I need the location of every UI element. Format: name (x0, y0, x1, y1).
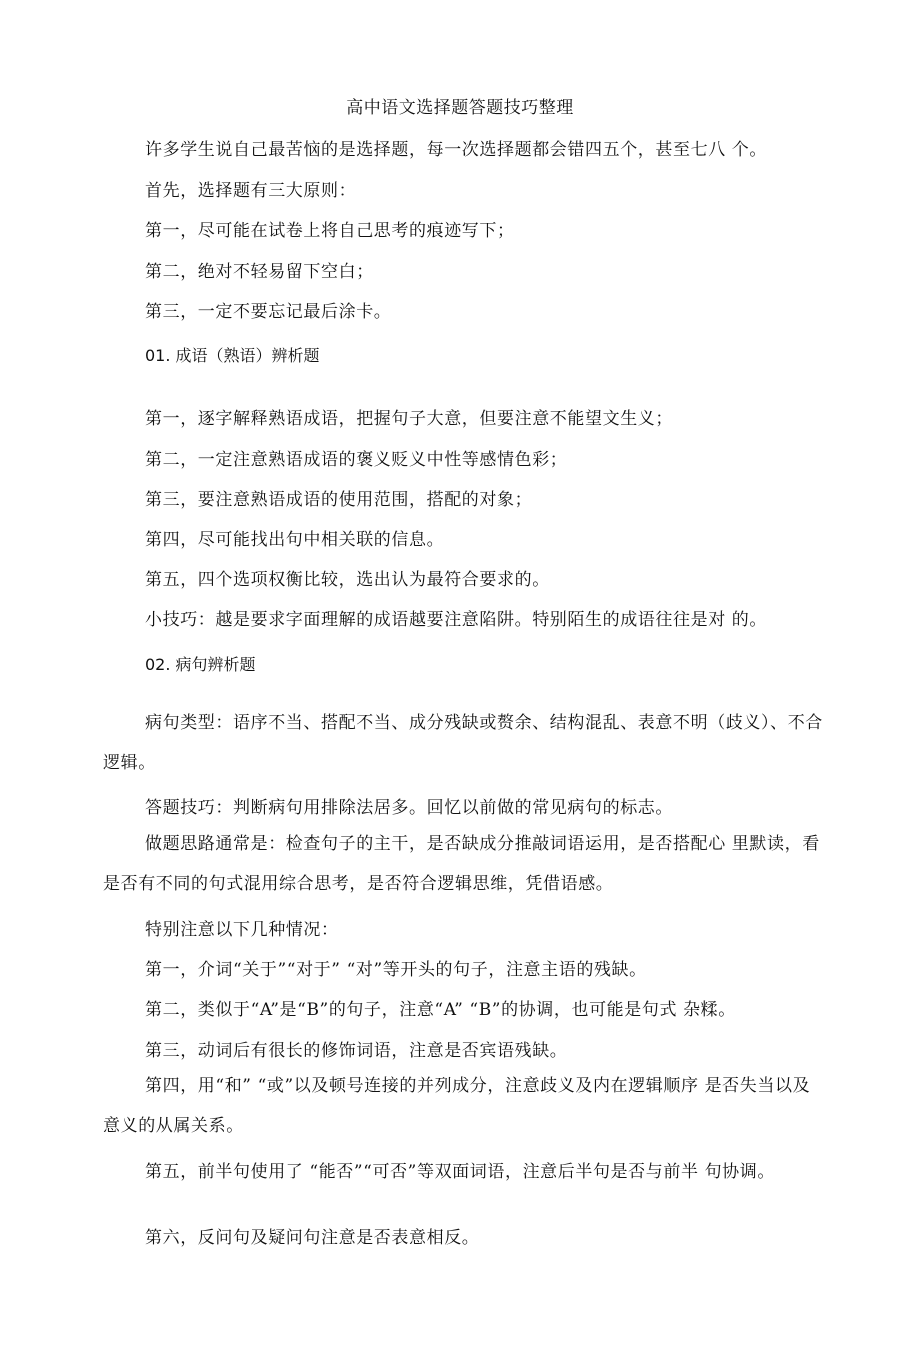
sentence-approach: 做题思路通常是：检查句子的主干，是否缺成分推敲词语运用，是否搭配心 里默读，看是否有不同的句式混用综合思考，是否符合逻辑思维，凭借语感。 (103, 834, 820, 894)
idiom-small-tip: 小技巧：越是要求字面理解的成语越要注意陷阱。特别陌生的成语往往是对 的。 (145, 610, 768, 630)
case-1: 第一，介词“关于”“对于” “对”等开头的句子，注意主语的残缺。 (145, 960, 647, 980)
case-3: 第三，动词后有很长的修饰词语，注意是否宾语残缺。 (145, 1041, 568, 1061)
case-5: 第五，前半句使用了 “能否”“可否”等双面词语，注意后半句是否与前半 句协调。 (145, 1162, 775, 1182)
sentence-answer-tip: 答题技巧：判断病句用排除法居多。回忆以前做的常见病句的标志。 (145, 798, 673, 818)
intro-principles: 首先，选择题有三大原则： (145, 181, 357, 201)
case-6: 第六，反问句及疑问句注意是否表意相反。 (145, 1228, 480, 1248)
principle-1: 第一，尽可能在试卷上将自己思考的痕迹写下； (145, 221, 515, 241)
document-title: 高中语文选择题答题技巧整理 (346, 98, 574, 118)
section1-heading: 01. 成语（熟语）辨析题 (145, 346, 320, 365)
section2-heading: 02. 病句辨析题 (145, 655, 256, 674)
idiom-tip-2: 第二，一定注意熟语成语的褒义贬义中性等感情色彩； (145, 450, 568, 470)
idiom-tip-4: 第四，尽可能找出句中相关联的信息。 (145, 530, 445, 550)
sentence-error-types: 病句类型：语序不当、搭配不当、成分残缺或赘余、结构混乱、表意不明（歧义）、不合逻辑。 (103, 713, 823, 773)
principle-2: 第二，绝对不轻易留下空白； (145, 262, 374, 282)
idiom-tip-3: 第三，要注意熟语成语的使用范围，搭配的对象； (145, 490, 533, 510)
principle-3: 第三，一定不要忘记最后涂卡。 (145, 302, 392, 322)
intro-paragraph: 许多学生说自己最苦恼的是选择题，每一次选择题都会错四五个，甚至七八 个。 (145, 140, 768, 160)
case-2: 第二，类似于“A”是“B”的句子，注意“A” “B”的协调，也可能是句式 杂糅。 (145, 1000, 736, 1020)
special-note: 特别注意以下几种情况： (145, 920, 339, 940)
idiom-tip-5: 第五，四个选项权衡比较，选出认为最符合要求的。 (145, 570, 550, 590)
case-4: 第四，用“和” “或”以及顿号连接的并列成分，注意歧义及内在逻辑顺序 是否失当以及意义的从属关系。 (103, 1076, 811, 1136)
idiom-tip-1: 第一，逐字解释熟语成语，把握句子大意，但要注意不能望文生义； (145, 409, 673, 429)
